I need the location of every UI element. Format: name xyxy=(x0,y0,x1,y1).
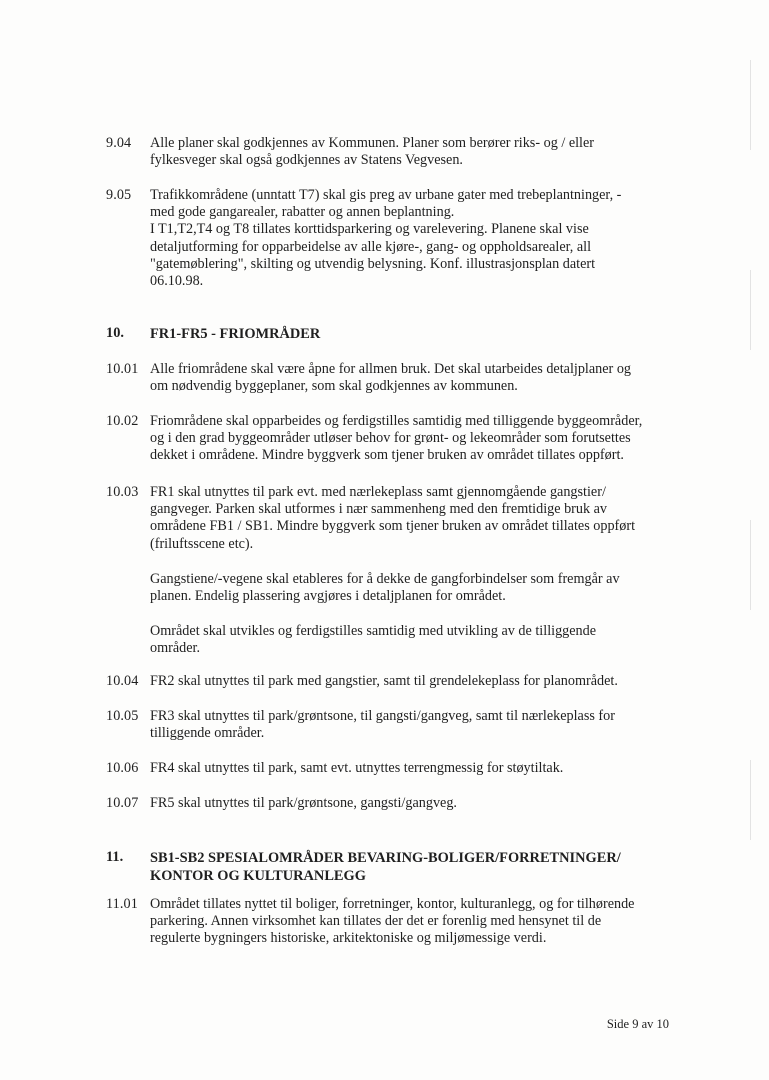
text-line: FR3 skal utnyttes til park/grøntsone, til gangsti/gangveg, samt til nærlekeplass for xyxy=(150,708,615,724)
text-line: FR2 skal utnyttes til park med gangstier, samt til grendelekeplass for planområdet. xyxy=(150,673,618,689)
item-text xyxy=(150,708,615,742)
item-text xyxy=(150,484,635,553)
item-number: 10.07 xyxy=(106,795,139,811)
item-text xyxy=(150,413,642,465)
text-line: Gangstiene/-vegene skal etableres for å dekke de gangforbindelser som fremgår av xyxy=(150,571,620,587)
text-line: planen. Endelig plassering avgjøres i detaljplanen for området. xyxy=(150,588,506,605)
item-text xyxy=(150,187,621,290)
text-line: FR4 skal utnyttes til park, samt evt. utnyttes terrengmessig for støytiltak. xyxy=(150,760,564,776)
heading-title xyxy=(150,849,621,885)
scan-edge-line xyxy=(750,520,751,610)
text-line: områdene FB1 / SB1. Mindre byggverk som tjener bruken av området tillates oppført xyxy=(150,518,636,535)
item-text xyxy=(150,135,594,169)
text-line: om nødvendig byggeplaner, som skal godkjennes av kommunen. xyxy=(150,378,518,395)
item-text xyxy=(150,571,620,605)
item-number: 10.04 xyxy=(106,673,139,689)
item-text xyxy=(150,673,618,690)
item-number: 11.01 xyxy=(106,896,138,912)
text-line: Alle friområdene skal være åpne for allmen bruk. Det skal utarbeides detaljplaner og xyxy=(150,361,632,377)
text-line: tilliggende områder. xyxy=(150,725,265,742)
text-line: og i den grad byggeområder utløser behov for grønt- og lekeområder som forutsettes xyxy=(150,430,631,447)
scan-edge-line xyxy=(750,760,751,840)
heading-line: SB1-SB2 SPESIALOMRÅDER BEVARING-BOLIGER/FORRETNINGER/ xyxy=(150,850,621,866)
scan-edge-line xyxy=(750,270,751,350)
item-number: 9.05 xyxy=(106,187,132,203)
text-line: Friområdene skal opparbeides og ferdigstilles samtidig med tilliggende byggeområder, xyxy=(150,413,643,429)
item-number: 10.03 xyxy=(106,484,139,500)
item-text xyxy=(150,623,596,657)
item-number: 10.02 xyxy=(106,413,139,429)
item-number: 10.06 xyxy=(106,760,139,776)
item-text xyxy=(150,361,631,395)
text-line: Området skal utvikles og ferdigstilles samtidig med utvikling av de tilliggende xyxy=(150,623,597,639)
text-line: detaljutforming for opparbeidelse av alle kjøre-, gang- og oppholdsarealer, all xyxy=(150,238,592,255)
item-text xyxy=(150,795,457,812)
scan-edge-line xyxy=(750,60,751,150)
item-number: 10.05 xyxy=(106,708,139,724)
item-text xyxy=(150,896,634,948)
text-line: FR5 skal utnyttes til park/grøntsone, gangsti/gangveg. xyxy=(150,795,457,811)
text-line: Området tillates nyttet til boliger, forretninger, kontor, kulturanlegg, og for tilhørende xyxy=(150,896,635,912)
heading-line: FR1-FR5 - FRIOMRÅDER xyxy=(150,326,321,342)
text-line: 06.10.98. xyxy=(150,273,204,290)
item-number: 9.04 xyxy=(106,135,132,151)
text-line: dekket i områdene. Mindre byggverk som tjener bruken av området tillates oppført. xyxy=(150,447,624,464)
item-text xyxy=(150,760,563,777)
heading-line: KONTOR OG KULTURANLEGG xyxy=(150,868,366,884)
text-line: parkering. Annen virksomhet kan tillates der det er forenlig med hensynet til de xyxy=(150,913,602,930)
heading-number: 10. xyxy=(106,325,124,341)
text-line: "gatemøblering", skilting og utvendig belysning. Konf. illustrasjonsplan datert xyxy=(150,255,596,272)
text-line: fylkesveger skal også godkjennes av Statens Vegvesen. xyxy=(150,152,463,169)
text-line: I T1,T2,T4 og T8 tillates korttidsparkering og varelevering. Planene skal vise xyxy=(150,221,589,238)
text-line: (friluftsscene etc). xyxy=(150,535,254,552)
heading-title xyxy=(150,325,320,343)
text-line: med gode gangarealer, rabatter og annen beplantning. xyxy=(150,204,455,221)
text-line: regulerte bygningers historiske, arkitektoniske og miljømessige verdi. xyxy=(150,930,547,947)
text-line: Trafikkområdene (unntatt T7) skal gis preg av urbane gater med trebeplantninger, - xyxy=(150,187,622,203)
item-number: 10.01 xyxy=(106,361,139,377)
text-line: områder. xyxy=(150,640,201,657)
heading-number: 11. xyxy=(106,849,124,865)
page-number: Side 9 av 10 xyxy=(606,1017,669,1031)
text-line: Alle planer skal godkjennes av Kommunen. Planer som berører riks- og / eller xyxy=(150,135,595,151)
text-line: FR1 skal utnyttes til park evt. med nærlekeplass samt gjennomgående gangstier/ xyxy=(150,484,606,500)
text-line: gangveger. Parken skal utformes i nær sammenheng med den fremtidige bruk av xyxy=(150,501,608,518)
